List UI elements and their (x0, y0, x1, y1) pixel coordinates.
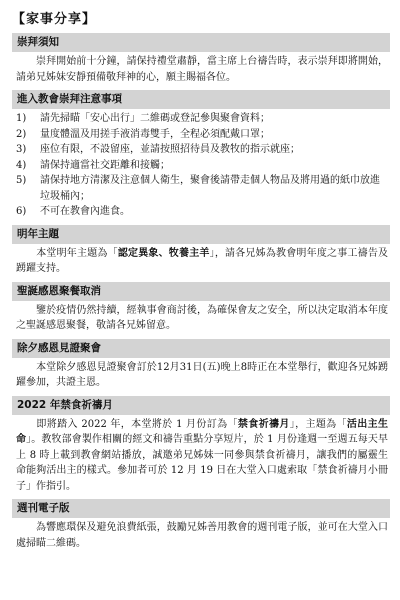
section-christmas-cancelled (12, 282, 390, 336)
section-new-year-eve (12, 339, 390, 393)
list-item: 6) 不可在教會內進食。 (16, 206, 130, 217)
section-e-bulletin (12, 499, 390, 553)
list-item: 4) 請保持適當社交距離和接觸； (16, 159, 170, 171)
section-heading: 週刊電子版 (12, 499, 390, 518)
section-body: 本堂明年主題為「認定異象、牧養主羊」，請各兄姊為教會明年度之事工禱告及踴躍支持。 (16, 247, 389, 274)
section-heading: 崇拜須知 (12, 33, 390, 52)
list-item: 3) 座位有限，不設留座，並請按照招待員及教牧的指示就座； (16, 144, 300, 155)
section-entry-rules (12, 90, 390, 222)
section-heading: 進入教會崇拜注意事項 (12, 90, 390, 109)
fasting-highlight: 禁食祈禱月 (237, 418, 290, 430)
theme-highlight: 活出主生命 (16, 418, 389, 445)
list-item: 1) 請先掃瞄「安心出行」二維碼或登記參與聚會資料； (16, 113, 270, 124)
page-title: 【家事分享】 (12, 12, 97, 27)
section-heading: 聖誕感恩聚餐取消 (12, 282, 390, 301)
rules-list (12, 109, 390, 222)
list-item: 2) 量度體溫及用搓手液消毒雙手，全程必須配戴口罩； (16, 128, 270, 140)
section-body: 為響應環保及避免浪費紙張，鼓勵兄姊善用教會的週刊電子版，並可在大堂入口處掃瞄二維碼。 (16, 522, 388, 549)
section-heading: 2022 年禁食祈禱月 (12, 396, 390, 415)
section-body: 本堂除夕感恩見證聚會訂於12月31日(五)晚上8時正在本堂舉行，歡迎各兄姊踴躍參加，共證主恩。 (16, 361, 388, 388)
list-item: 5) 請保持地方清潔及注意個人衛生，聚會後請帶走個人物品及將用過的紙巾放進垃圾桶內； (16, 175, 380, 202)
section-heading: 除夕感恩見證聚會 (12, 339, 390, 358)
section-body: 即將踏入 2022 年，本堂將於 1 月份訂為「禁食祈禱月」，主題為「活出主生命」。教牧部會製作相關的經文和禱告重點分享短片，於 1 月份逢週一至週五每天早上 8 時上載到教會網站播放，誠邀弟兄姊妹一同參與禁食祈禱月，讓我們的屬靈生命能夠活出主的樣式。參加者可於 12 月 19 日在大堂入口處索取「禁食祈禱月小冊子」作指引。 (16, 418, 389, 492)
section-body: 鑒於疫情仍然持續，經執事會商討後，為確保會友之安全，所以決定取消本年度之聖誕感恩聚餐，敬請各兄姊留意。 (16, 304, 388, 331)
section-heading: 明年主題 (12, 225, 390, 244)
section-worship-notice (12, 33, 390, 87)
section-next-year-theme (12, 225, 390, 279)
section-body: 崇拜開始前十分鐘，請保持禮堂肅靜，當主席上台禱告時，表示崇拜即將開始，請弟兄姊妹安靜預備敬拜神的心，願主賜福各位。 (16, 56, 388, 83)
theme-highlight: 認定異象、牧養主羊 (117, 247, 210, 259)
section-fasting-month (12, 396, 390, 497)
